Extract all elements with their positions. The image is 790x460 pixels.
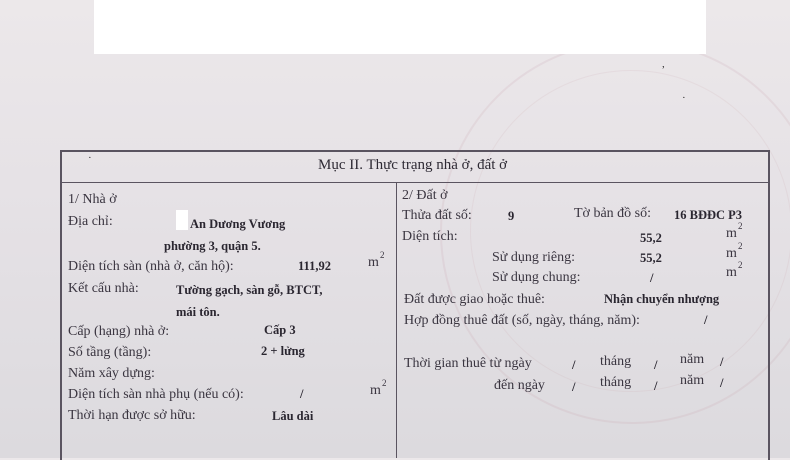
lease-to-year-label: năm bbox=[680, 373, 705, 388]
lease-to-day-slash: / bbox=[572, 380, 576, 394]
stray-dot: · bbox=[682, 92, 686, 104]
house-heading: 1/ Nhà ở bbox=[68, 192, 117, 207]
redacted-house-number bbox=[176, 210, 188, 230]
common-use-label: Sử dụng chung: bbox=[492, 270, 581, 285]
lease-contract-value: / bbox=[704, 313, 708, 327]
lease-from-year-label: năm bbox=[680, 352, 705, 367]
private-use-label: Sử dụng riêng: bbox=[492, 250, 576, 265]
plot-label: Thửa đất số: bbox=[402, 208, 472, 223]
common-use-unit: m bbox=[726, 265, 737, 280]
lease-contract-label: Hợp đồng thuê đất (số, ngày, tháng, năm): bbox=[404, 313, 640, 328]
aux-area-value: / bbox=[300, 387, 304, 401]
lease-to-month-label: tháng bbox=[600, 375, 632, 390]
common-use-unit-sup: 2 bbox=[738, 260, 743, 270]
lease-from-year-slash: / bbox=[720, 355, 724, 369]
private-use-unit: m bbox=[726, 246, 737, 261]
map-label: Tờ bản đồ số: bbox=[574, 206, 652, 221]
address-label: Địa chỉ: bbox=[68, 214, 113, 229]
land-area-label: Diện tích: bbox=[402, 229, 458, 244]
grade-label: Cấp (hạng) nhà ở: bbox=[68, 324, 170, 339]
lease-from-day-slash: / bbox=[572, 358, 576, 372]
lease-from-month-label: tháng bbox=[600, 354, 632, 369]
land-area-unit: m bbox=[726, 226, 737, 241]
column-divider bbox=[396, 182, 397, 458]
grade-value: Cấp 3 bbox=[264, 323, 296, 337]
floor-area-value: 111,92 bbox=[298, 259, 331, 273]
floors-label: Số tầng (tầng): bbox=[68, 345, 152, 360]
lease-from-month-slash: / bbox=[654, 358, 658, 372]
lease-to-month-slash: / bbox=[654, 379, 658, 393]
address-line1: An Dương Vương bbox=[190, 217, 286, 231]
floor-area-unit-sup: 2 bbox=[380, 250, 385, 260]
stray-dot: · bbox=[88, 152, 92, 164]
floor-area-label: Diện tích sàn (nhà ở, căn hộ): bbox=[68, 259, 234, 274]
ownership-label: Thời hạn được sở hữu: bbox=[68, 408, 196, 423]
table-divider bbox=[60, 182, 768, 183]
lease-from-label: Thời gian thuê từ ngày bbox=[404, 356, 532, 371]
land-area-unit-sup: 2 bbox=[738, 221, 743, 231]
lease-to-year-slash: / bbox=[720, 376, 724, 390]
aux-area-unit: m bbox=[370, 383, 381, 398]
map-value: 16 BĐĐC P3 bbox=[674, 208, 743, 222]
allocation-label: Đất được giao hoặc thuê: bbox=[404, 292, 545, 307]
private-use-unit-sup: 2 bbox=[738, 241, 743, 251]
stray-mark: , bbox=[662, 58, 665, 70]
floors-value: 2 + lửng bbox=[261, 344, 305, 358]
section-title: Mục II. Thực trạng nhà ở, đất ở bbox=[318, 157, 508, 173]
floor-area-unit: m bbox=[368, 255, 379, 270]
ownership-value: Lâu dài bbox=[272, 409, 314, 423]
common-use-value: / bbox=[650, 271, 654, 285]
land-area-value: 55,2 bbox=[640, 231, 662, 245]
address-line2: phường 3, quận 5. bbox=[164, 239, 261, 253]
private-use-value: 55,2 bbox=[640, 251, 662, 265]
year-built-label: Năm xây dựng: bbox=[68, 366, 155, 381]
lease-to-label: đến ngày bbox=[494, 378, 545, 393]
structure-line1: Tường gạch, sàn gỗ, BTCT, bbox=[176, 283, 323, 297]
land-heading: 2/ Đất ở bbox=[402, 188, 448, 203]
structure-line2: mái tôn. bbox=[176, 305, 220, 319]
allocation-value: Nhận chuyển nhượng bbox=[604, 292, 720, 306]
aux-area-unit-sup: 2 bbox=[382, 378, 387, 388]
plot-value: 9 bbox=[508, 209, 515, 223]
redacted-area bbox=[94, 0, 706, 54]
structure-label: Kết cấu nhà: bbox=[68, 281, 139, 296]
aux-area-label: Diện tích sàn nhà phụ (nếu có): bbox=[68, 387, 244, 402]
